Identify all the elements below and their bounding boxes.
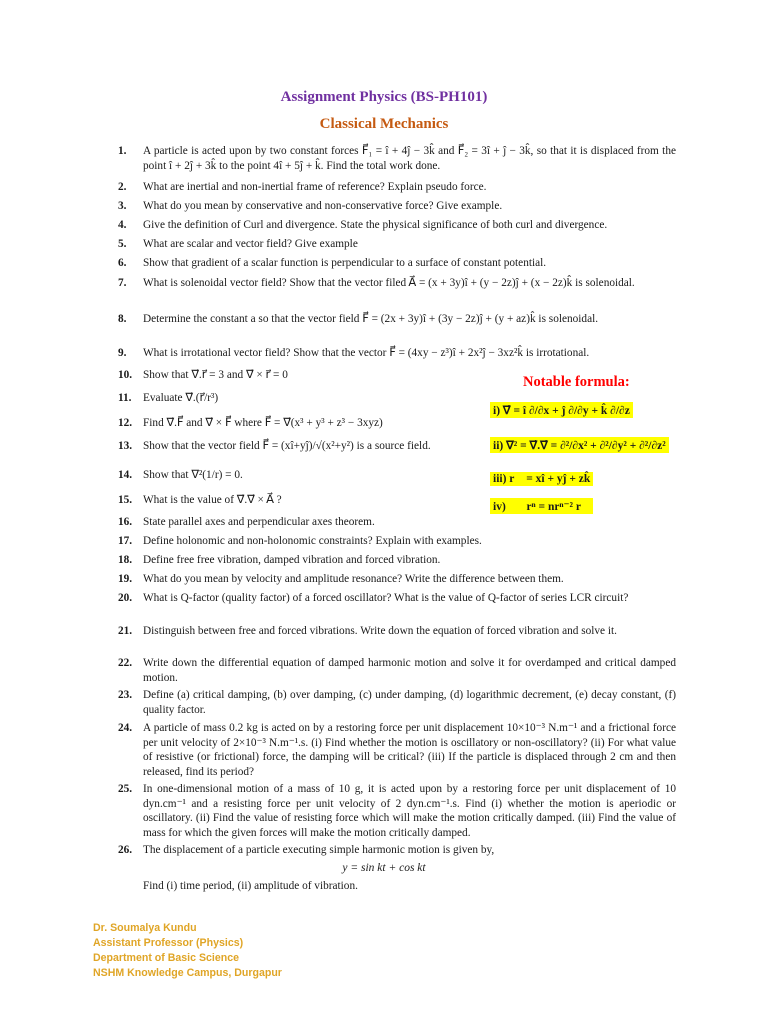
question-number: 17. [118,535,133,547]
question-item [118,312,676,327]
formula-item: ii) ∇² = ∇⃗.∇⃗ = ∂²/∂x² + ∂²/∂y² + ∂²/∂z² [490,437,669,453]
question-number: 25. [118,783,133,795]
formula-item: iii) r⃗ = xî + yĵ + zk̂ [490,472,593,486]
question-number: 22. [118,657,133,669]
question-item [118,553,676,568]
question-text: What are scalar and vector field? Give example [143,238,358,250]
author-name: Dr. Soumalya Kundu [93,922,197,934]
question-text: Show that ∇⃗.r⃗ = 3 and ∇⃗ × r⃗ = 0 [143,369,288,381]
question-text: What do you mean by conservative and non-conservative force? Give example. [143,200,503,212]
question-text: Show that gradient of a scalar function is perpendicular to a surface of constant potential. [143,257,547,269]
question-text: Evaluate ∇⃗.(r⃗/r³) [143,392,219,404]
question-number: 15. [118,494,133,506]
question-item [118,346,676,361]
question-item [118,843,676,858]
question-number: 3. [118,200,127,212]
question-text: The displacement of a particle executing simple harmonic motion is given by, [143,844,495,856]
question-number: 26. [118,844,133,856]
question-number: 4. [118,219,127,231]
question-item [118,256,676,271]
question-text: What is Q-factor (quality factor) of a forced oscillator? What is the value of Q-factor of series LCR circuit? [143,592,629,604]
q26-find: Find (i) time period, (ii) amplitude of vibration. [143,880,358,892]
question-number: 9. [118,347,127,359]
question-text: State parallel axes and perpendicular axes theorem. [143,516,375,528]
question-number: 20. [118,592,133,604]
author-title: Assistant Professor (Physics) [93,937,244,949]
question-item [118,199,676,214]
question-item [118,656,676,685]
question-number: 18. [118,554,133,566]
question-number: 13. [118,440,133,452]
question-number: 2. [118,181,127,193]
question-text: What is solenoidal vector field? Show that the vector filed A⃗ = (x + 3y)î + (y − 2z)ĵ + (x − 2z)k̂ is solenoidal. [143,277,635,289]
question-number: 12. [118,417,133,429]
question-item [118,144,676,173]
formula-item: i) ∇⃗ = î ∂/∂x + ĵ ∂/∂y + k̂ ∂/∂z [490,402,633,418]
question-item [118,572,676,587]
question-text: A particle of mass 0.2 kg is acted on by a restoring force per unit displacement 10×10⁻³ N.m⁻¹ and a frictional force per unit velocity of 2×10⁻³ N.m⁻¹.s. (i) Find whether the motion is oscillatory or non-oscillatory? (ii) For what value of resistive (or frictional) force, the damping will be critical? (iii) If the particle is displaced through 2 cm and then released, find its period? [143,722,676,778]
question-item [118,218,676,233]
question-number: 16. [118,516,133,528]
question-number: 5. [118,238,127,250]
question-text: What is irrotational vector field? Show that the vector F⃗ = (4xy − z³)î + 2x²ĵ − 3xz²k̂ is irrotational. [143,347,590,359]
question-text: A particle is acted upon by two constant forces F⃗₁ = î + 4ĵ − 3k̂ and F⃗₂ = 3î + ĵ − 3k̂, so that it is displaced from the point î + 2ĵ + 3k̂ to the point 4î + 5ĵ + k̂. Find the total work done. [143,145,676,172]
question-number: 19. [118,573,133,585]
question-number: 10. [118,369,133,381]
question-number: 1. [118,145,127,157]
question-item [118,237,676,252]
question-text: Define holonomic and non-holonomic constraints? Explain with examples. [143,535,482,547]
question-text: Determine the constant a so that the vector field F⃗ = (2x + 3y)î + (3y − 2z)ĵ + (y + az)k̂ is solenoidal. [143,313,599,325]
formula-heading: Notable formula: [523,374,630,390]
question-text: Define (a) critical damping, (b) over damping, (c) under damping, (d) logarithmic decrement, (e) decay constant, (f) quality factor. [143,689,676,716]
question-item [118,276,676,291]
author-department: Department of Basic Science [93,952,240,964]
question-item [118,721,676,779]
question-item [118,688,676,717]
page-subtitle: Classical Mechanics [319,116,449,132]
question-text: What are inertial and non-inertial frame of reference? Explain pseudo force. [143,181,487,193]
question-text: Give the definition of Curl and divergence. State the physical significance of both curl and divergence. [143,219,608,231]
page-title: Assignment Physics (BS-PH101) [280,89,488,105]
question-text: Define free free vibration, damped vibration and forced vibration. [143,554,441,566]
question-text: What is the value of ∇⃗.∇⃗ × A⃗ ? [143,494,282,506]
question-number: 7. [118,277,127,289]
question-item [118,515,676,530]
question-number: 21. [118,625,133,637]
question-number: 6. [118,257,127,269]
question-number: 24. [118,722,133,734]
question-number: 8. [118,313,127,325]
question-item [118,624,676,639]
question-item [118,782,676,840]
question-number: 14. [118,469,133,481]
question-text: Distinguish between free and forced vibrations. Write down the equation of forced vibration and solve it. [143,625,617,637]
question-text: Find ∇⃗.F⃗ and ∇⃗ × F⃗ where F⃗ = ∇⃗(x³ + y³ + z³ − 3xyz) [143,417,383,429]
question-text: Show that ∇²(1/r) = 0. [143,469,243,481]
question-text: Show that the vector field F⃗ = (xî+yĵ)/√(x²+y²) is a source field. [143,440,431,452]
q26-equation: y = sin kt + cos kt [342,862,426,874]
author-institution: NSHM Knowledge Campus, Durgapur [93,967,282,979]
question-item [118,591,676,606]
question-number: 23. [118,689,133,701]
question-item [118,180,676,195]
formula-item: iv) ∇⃗rⁿ = nrⁿ⁻² r⃗ [490,498,593,514]
question-text: What do you mean by velocity and amplitude resonance? Write the difference between them. [143,573,564,585]
question-text: Write down the differential equation of damped harmonic motion and solve it for overdamped and critical damped motion. [143,657,676,684]
author-block [93,921,282,981]
question-text: In one-dimensional motion of a mass of 10 g, it is acted upon by a restoring force per unit displacement of 10 dyn.cm⁻¹ and a resisting force per unit velocity of 2 dyn.cm⁻¹.s. Find (i) whether the motion is aperiodic or oscillatory. (ii) Find the value of resisting force which will make the motion critically damped. (iii) Find the value of mass for which the given forces will make the motion critically damped. [143,783,676,839]
question-item [118,416,676,431]
question-number: 11. [118,392,132,404]
question-item [118,534,676,549]
